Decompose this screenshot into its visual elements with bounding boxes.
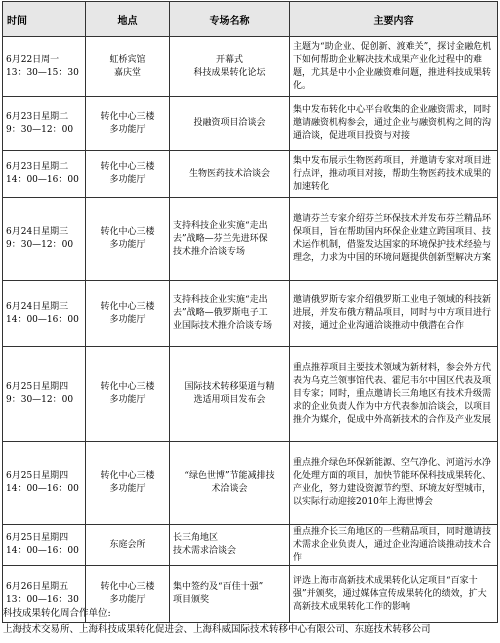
table-row bbox=[3, 281, 498, 347]
place-line: 虹桥宾馆 bbox=[109, 54, 146, 65]
place-line: 转化中心三楼 bbox=[100, 111, 155, 122]
header-topic: 专场名称 bbox=[170, 2, 290, 37]
table-row bbox=[3, 97, 498, 151]
topic-line: 支持科技企业实施“走出去”战略—俄罗斯电子工 bbox=[173, 295, 268, 318]
topic-cell bbox=[170, 347, 290, 442]
place-line: 转化中心三楼 bbox=[100, 382, 155, 392]
place-line: 多功能厅 bbox=[109, 484, 146, 494]
table-row bbox=[3, 347, 498, 442]
time-cell bbox=[3, 281, 86, 347]
place-line: 转化中心三楼 bbox=[100, 227, 155, 237]
time-cell bbox=[3, 525, 86, 566]
topic-line: 投融资项目洽谈会 bbox=[193, 118, 266, 128]
topic-line: 业国际技术推介洽谈专场 bbox=[173, 321, 273, 331]
hours-text: 14：00—16：00 bbox=[6, 546, 79, 556]
header-time: 时间 bbox=[3, 2, 86, 37]
date-text: 6月25日星期四 bbox=[6, 533, 69, 543]
hours-text: 13：00—16：30 bbox=[6, 595, 79, 605]
topic-cell bbox=[170, 97, 290, 151]
topic-line: 技术推介洽谈专场 bbox=[173, 246, 246, 257]
topic-cell bbox=[170, 281, 290, 347]
place-cell bbox=[86, 442, 170, 525]
hours-text: 9：30—12：00 bbox=[6, 240, 74, 250]
hours-text: 13：30—15：30 bbox=[6, 67, 79, 78]
content-cell bbox=[290, 151, 498, 198]
topic-line: 技术需求洽谈会 bbox=[173, 546, 237, 556]
topic-line: 项目颁奖 bbox=[173, 595, 210, 605]
topic-line: 术洽谈会 bbox=[211, 484, 248, 494]
content-cell bbox=[290, 37, 498, 97]
place-cell bbox=[86, 281, 170, 347]
date-text: 6月24日星期三 bbox=[6, 227, 69, 237]
place-line: 多功能厅 bbox=[109, 595, 146, 605]
schedule-table bbox=[2, 1, 498, 623]
place-cell bbox=[86, 151, 170, 198]
topic-line: 生物医药技术洽谈会 bbox=[188, 168, 270, 179]
place-cell bbox=[86, 37, 170, 97]
hours-text: 14：00—16：00 bbox=[6, 175, 79, 185]
hours-text: 14：00—16：00 bbox=[6, 314, 79, 325]
place-line: 多功能厅 bbox=[109, 240, 146, 250]
date-text: 6月22日周一 bbox=[6, 54, 60, 65]
place-cell bbox=[86, 198, 170, 281]
topic-cell bbox=[170, 37, 290, 97]
content-cell bbox=[290, 281, 498, 347]
content-text: 邀请俄罗斯专家介绍俄罗斯工业电子领域的科技新进展，并发布俄方精品项目，同时与中方项目进行对接，通过企业沟通洽谈推动中俄潜在合作 bbox=[293, 295, 492, 331]
date-text: 6月23日星期二 bbox=[6, 162, 69, 172]
content-text: 主题为“助企业、促创新、渡难关”，探讨金融危机下如何帮助企业解决技术成果产业化过程中的难题，尤其是中小企业融资难问题，推进科技成果转化。 bbox=[293, 41, 492, 91]
header-row bbox=[3, 2, 498, 37]
header-content: 主要内容 bbox=[290, 2, 498, 37]
table-row bbox=[3, 37, 498, 97]
content-cell bbox=[290, 525, 498, 566]
place-cell bbox=[86, 97, 170, 151]
place-cell bbox=[86, 525, 170, 566]
table-row bbox=[3, 442, 498, 525]
topic-line: 选适用项目发布会 bbox=[193, 395, 266, 405]
content-text: 评选上海市高新技术成果转化认定项目“百家十强”并颁奖，通过媒体宣传成果转化的绩效，扩大高新技术成果转化工作的影响 bbox=[293, 575, 487, 612]
hours-text: 9：30—12：00 bbox=[6, 395, 74, 405]
place-line: 东庭会所 bbox=[109, 539, 146, 550]
date-text: 6月25日星期四 bbox=[6, 471, 69, 481]
topic-line: 集中签约及“百佳十强” bbox=[173, 582, 264, 592]
place-line: 转化中心三楼 bbox=[100, 582, 155, 592]
topic-line: 长三角地区 bbox=[173, 533, 219, 543]
topic-line: 国际技术转移渠道与精 bbox=[184, 382, 275, 392]
time-cell bbox=[3, 97, 86, 151]
topic-cell bbox=[170, 525, 290, 566]
place-cell bbox=[86, 347, 170, 442]
date-text: 6月23日星期二 bbox=[6, 111, 69, 122]
place-line: 嘉庆堂 bbox=[113, 67, 141, 78]
content-cell bbox=[290, 347, 498, 442]
content-text: 重点推介长三角地区的一些精品项目，同时邀请技术需求企业负责人，通过企业沟通洽谈推动技术合作 bbox=[293, 526, 492, 563]
date-text: 6月26日星期五 bbox=[6, 582, 69, 592]
date-text: 6月25日星期四 bbox=[6, 382, 69, 392]
content-text: 重点推荐项目主要技术领域为新材料，参会外方代表为乌克兰领事馆代表、霍尼韦尔中国区代表及项目专家；同时，重点邀请长三角地区有技术升级需求的企业负责人作为中方代表参加洽谈会，以项目推介为媒介，促成中外高新技术的合作及产业发展 bbox=[293, 362, 492, 425]
topic-cell bbox=[170, 151, 290, 198]
topic-line: 科技成果转化论坛 bbox=[193, 67, 266, 78]
place-line: 多功能厅 bbox=[109, 124, 146, 135]
topic-line: 开幕式 bbox=[215, 54, 243, 65]
place-line: 转化中心三楼 bbox=[100, 162, 155, 172]
time-cell bbox=[3, 37, 86, 97]
content-text: 集中发布转化中心平台收集的企业融资需求，同时邀请融资机构参会，通过企业与融资机构之间的沟通洽谈，促进项目投资与对接 bbox=[293, 105, 492, 141]
topic-line: 支持科技企业实施“走出去”战略—芬兰先进环保 bbox=[173, 220, 268, 244]
hours-text: 9：30—12：00 bbox=[6, 124, 74, 135]
place-line: 多功能厅 bbox=[109, 314, 146, 325]
hours-text: 14：00—16：00 bbox=[6, 484, 79, 494]
partner-list: 上海技术交易所、上海科技成果转化促进会、上海科威国际技术转移中心有限公司、东庭技术转移公司 bbox=[3, 624, 431, 635]
topic-cell bbox=[170, 198, 290, 281]
content-text: 重点推介绿色环保新能源、空气净化、河道污水净化处理方面的项目，加快节能环保科技成果转化、产业化，努力建设资源节约型、环境友好型城市，以实际行动迎接2010年上海世博会 bbox=[293, 458, 492, 507]
time-cell bbox=[3, 198, 86, 281]
content-cell bbox=[290, 442, 498, 525]
time-cell bbox=[3, 347, 86, 442]
content-cell bbox=[290, 198, 498, 281]
place-line: 多功能厅 bbox=[109, 395, 146, 405]
place-line: 转化中心三楼 bbox=[100, 301, 155, 312]
place-line: 多功能厅 bbox=[109, 175, 146, 185]
time-cell bbox=[3, 442, 86, 525]
content-text: 邀请芬兰专家介绍芬兰环保技术并发布芬兰精品环保项目，旨在帮助国内环保企业建立跨国项目、技术运作机制，借鉴发达国家的环境保护技术经验与理念，力求为中国的环境问题提供创新型解决方案 bbox=[293, 214, 492, 263]
table-row bbox=[3, 151, 498, 198]
header-place: 地点 bbox=[86, 2, 170, 37]
topic-cell bbox=[170, 442, 290, 525]
topic-line: “绿色世博”节能减排技 bbox=[184, 471, 275, 481]
date-text: 6月24日星期三 bbox=[6, 301, 69, 312]
table-row bbox=[3, 198, 498, 281]
table-row bbox=[3, 525, 498, 566]
footer-label: 科技成果转化周合作单位: bbox=[3, 608, 111, 619]
time-cell bbox=[3, 151, 86, 198]
content-cell bbox=[290, 97, 498, 151]
content-text: 集中发布展示生物医药项目，并邀请专家对项目进行点评，推动项目对接，帮助生物医药技术成果的加速转化 bbox=[293, 155, 492, 192]
footer bbox=[3, 606, 498, 638]
place-line: 转化中心三楼 bbox=[100, 471, 155, 481]
